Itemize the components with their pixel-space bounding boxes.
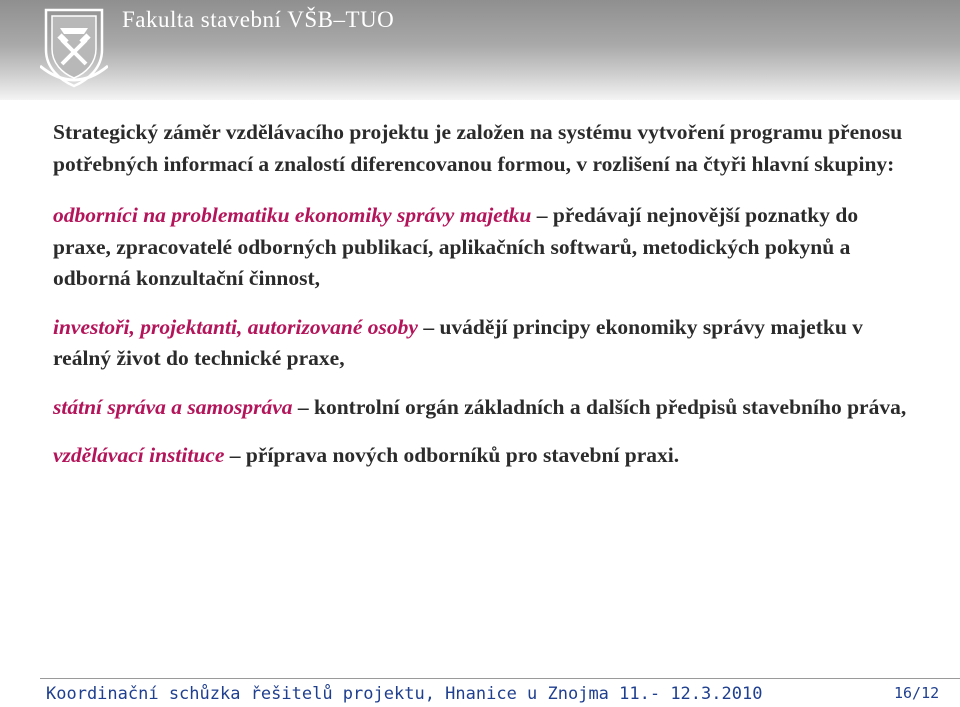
group-name: státní správa a samospráva — [53, 394, 293, 419]
faculty-crest-icon — [40, 6, 108, 90]
group-name: odborníci na problematiku ekonomiky správy majetku — [53, 203, 532, 227]
group-description: uvádějí principy ekonomiky správy majetku v reálný život do technické praxe, — [53, 314, 863, 370]
group-name: investoři, projektanti, autorizované osoby — [53, 314, 418, 339]
group-dash: – — [224, 443, 246, 467]
footer-divider — [40, 678, 960, 679]
footer-text: Koordinační schůzka řešitelů projektu, Hnanice u Znojma 11.- 12.3.2010 — [46, 684, 763, 704]
group-item — [53, 392, 913, 424]
page-number: 16/12 — [894, 684, 940, 702]
group-dash: – — [531, 203, 553, 227]
group-dash: – — [417, 314, 440, 339]
group-dash: – — [292, 394, 315, 419]
group-description: předávají nejnovější poznatky do praxe, zpracovatelé odborných publikací, aplikačních softwarů, metodických pokynů a odborná konzultační činnost, — [53, 203, 859, 290]
group-description: kontrolní orgán základních a dalších předpisů stavebního práva, — [314, 394, 907, 419]
slide-header — [0, 0, 960, 100]
intro-paragraph: Strategický záměr vzdělávacího projektu je založen na systému vytvoření programu přenosu potřebných informací a znalostí diferencovanou formou, v rozlišení na čtyři hlavní skupiny: — [53, 120, 903, 176]
group-description: příprava nových odborníků pro stavební praxi. — [245, 443, 680, 467]
group-name: vzdělávací instituce — [53, 443, 225, 467]
faculty-title: Fakulta stavební VŠB–TUO — [122, 7, 395, 32]
group-item — [53, 440, 913, 472]
group-item — [53, 200, 913, 295]
slide-content — [53, 117, 913, 489]
group-item — [53, 312, 913, 375]
